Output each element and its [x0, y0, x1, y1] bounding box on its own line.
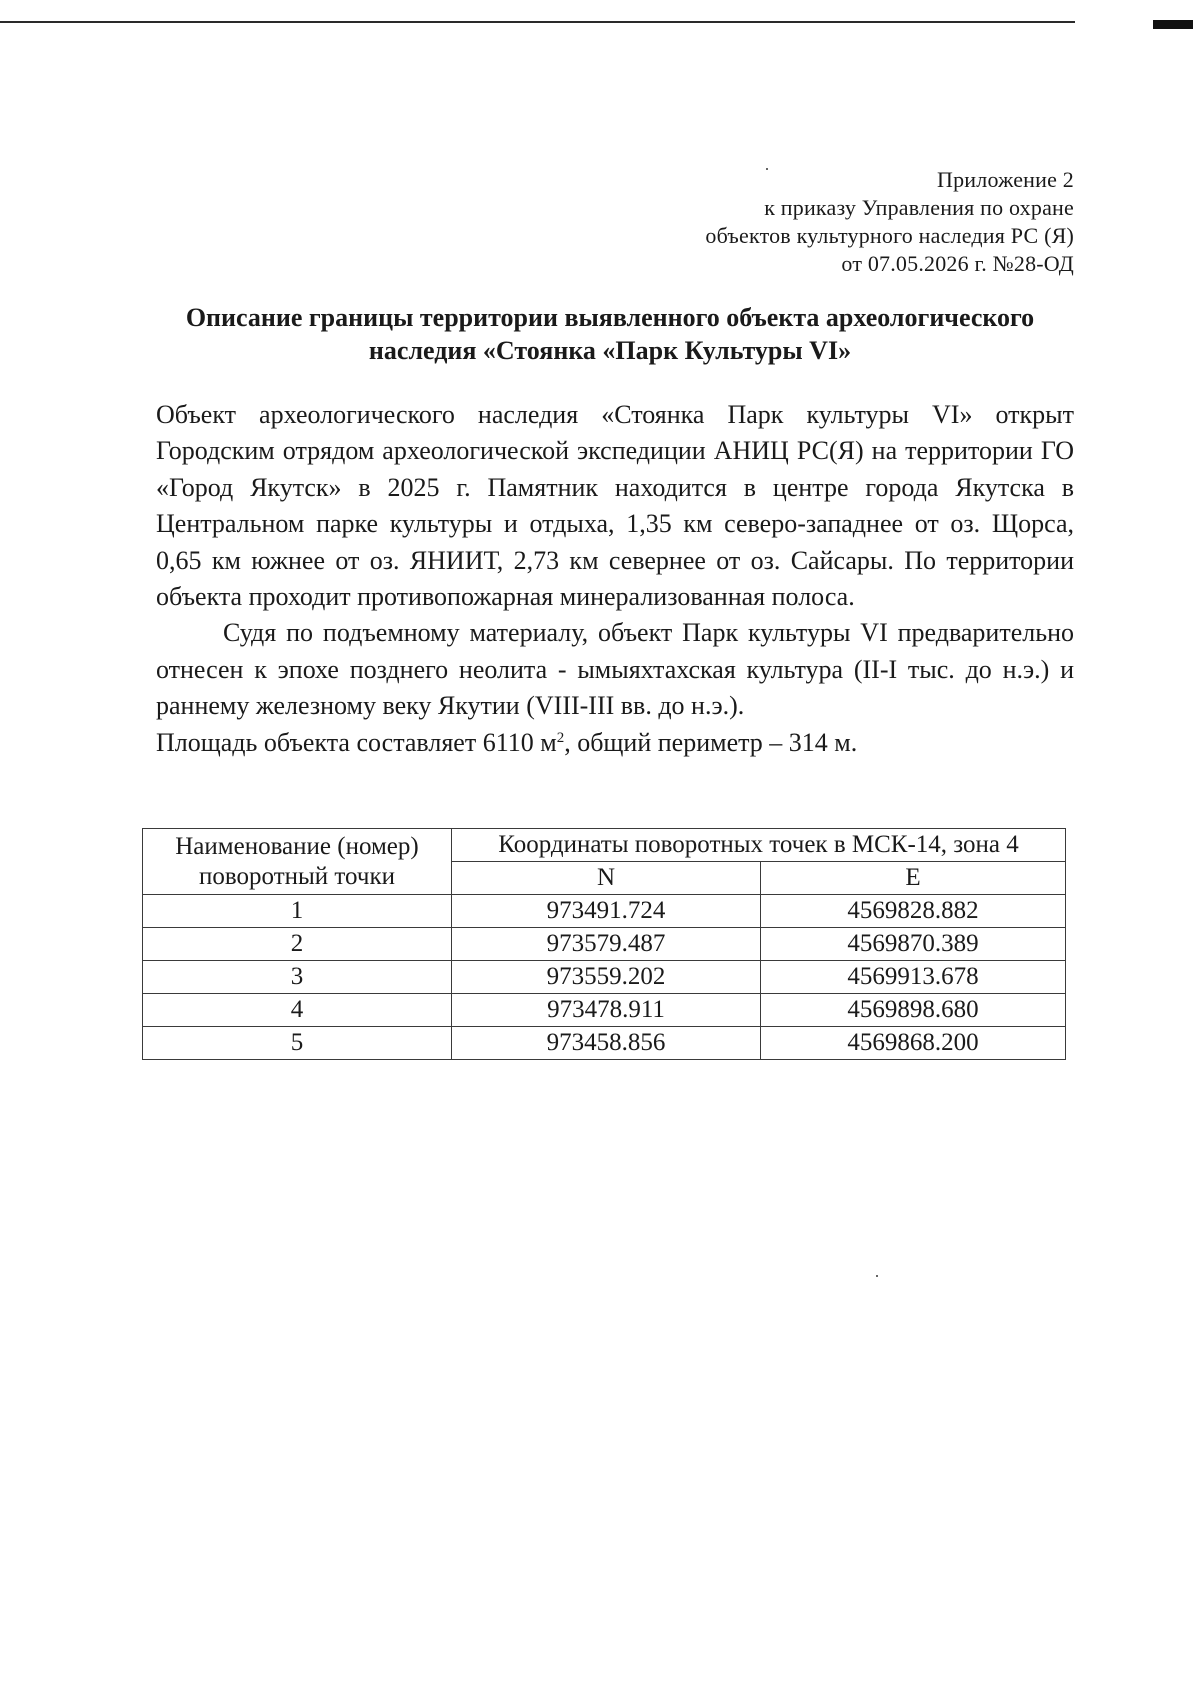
title-line: Описание границы территории выявленного объекта археологического: [185, 303, 1035, 332]
paragraph-area: [156, 725, 1074, 761]
appendix-line: к приказу Управления по охране: [764, 195, 1074, 220]
paragraph-discovery: Объект археологического наследия «Стоянка Парк культуры VI» открыт Городским отрядом археологической экспедиции АНИЦ РС(Я) на территории ГО «Город Якутск» в 2025 г. Памятник находится в центре города Якутска в Центральном парке культуры и отдыха, 1,35 км северо-западнее от оз. Щорса, 0,65 км южнее от оз. ЯНИИТ, 2,73 км севернее от оз. Сайсары. По территории объекта проходит противопожарная минерализованная полоса.: [156, 400, 1074, 612]
cell-n: 973559.202: [452, 961, 761, 994]
coordinates-table: [142, 828, 1066, 1060]
appendix-block: [705, 166, 1074, 278]
appendix-line: объектов культурного наследия РС (Я): [705, 223, 1074, 248]
cell-point: 1: [143, 895, 452, 928]
title-line: наследия «Стоянка «Парк Культуры VI»: [368, 336, 852, 365]
header-coordinates: Координаты поворотных точек в МСК-14, зона 4: [452, 829, 1066, 862]
area-superscript: 2: [556, 729, 565, 746]
cell-point: 2: [143, 928, 452, 961]
cell-point: 5: [143, 1027, 452, 1060]
cell-n: 973491.724: [452, 895, 761, 928]
cell-e: 4569898.680: [761, 994, 1066, 1027]
cell-n: 973478.911: [452, 994, 761, 1027]
body-text: [156, 397, 1074, 761]
table-row: [143, 1027, 1066, 1060]
appendix-line: от 07.05.2026 г. №28-ОД: [841, 251, 1074, 276]
table-row: [143, 895, 1066, 928]
table-row: [143, 994, 1066, 1027]
scan-corner-mark: [1153, 20, 1193, 29]
cell-point: 3: [143, 961, 452, 994]
appendix-line: Приложение 2: [937, 167, 1074, 192]
header-point-name: Наименование (номер) поворотный точки: [143, 829, 452, 895]
perimeter-text: , общий периметр – 314 м.: [564, 727, 858, 757]
cell-n: 973579.487: [452, 928, 761, 961]
table-row: [143, 961, 1066, 994]
header-n: N: [452, 862, 761, 895]
paragraph-dating: Судя по подъемному материалу, объект Парк культуры VI предварительно отнесен к эпохе позднего неолита - ымыяхтахская культура (II-I тыс. до н.э.) и раннему железному веку Якутии (VIII-III вв. до н.э.).: [156, 618, 1074, 721]
cell-e: 4569828.882: [761, 895, 1066, 928]
cell-e: 4569870.389: [761, 928, 1066, 961]
scan-border-line: [0, 21, 1075, 23]
header-e: E: [761, 862, 1066, 895]
document-title: [150, 301, 1070, 367]
cell-e: 4569868.200: [761, 1027, 1066, 1060]
area-text: Площадь объекта составляет 6110 м: [156, 727, 557, 757]
cell-e: 4569913.678: [761, 961, 1066, 994]
cell-point: 4: [143, 994, 452, 1027]
table-header-row: [143, 829, 1066, 862]
cell-n: 973458.856: [452, 1027, 761, 1060]
scan-speck: [876, 1275, 878, 1277]
table-row: [143, 928, 1066, 961]
